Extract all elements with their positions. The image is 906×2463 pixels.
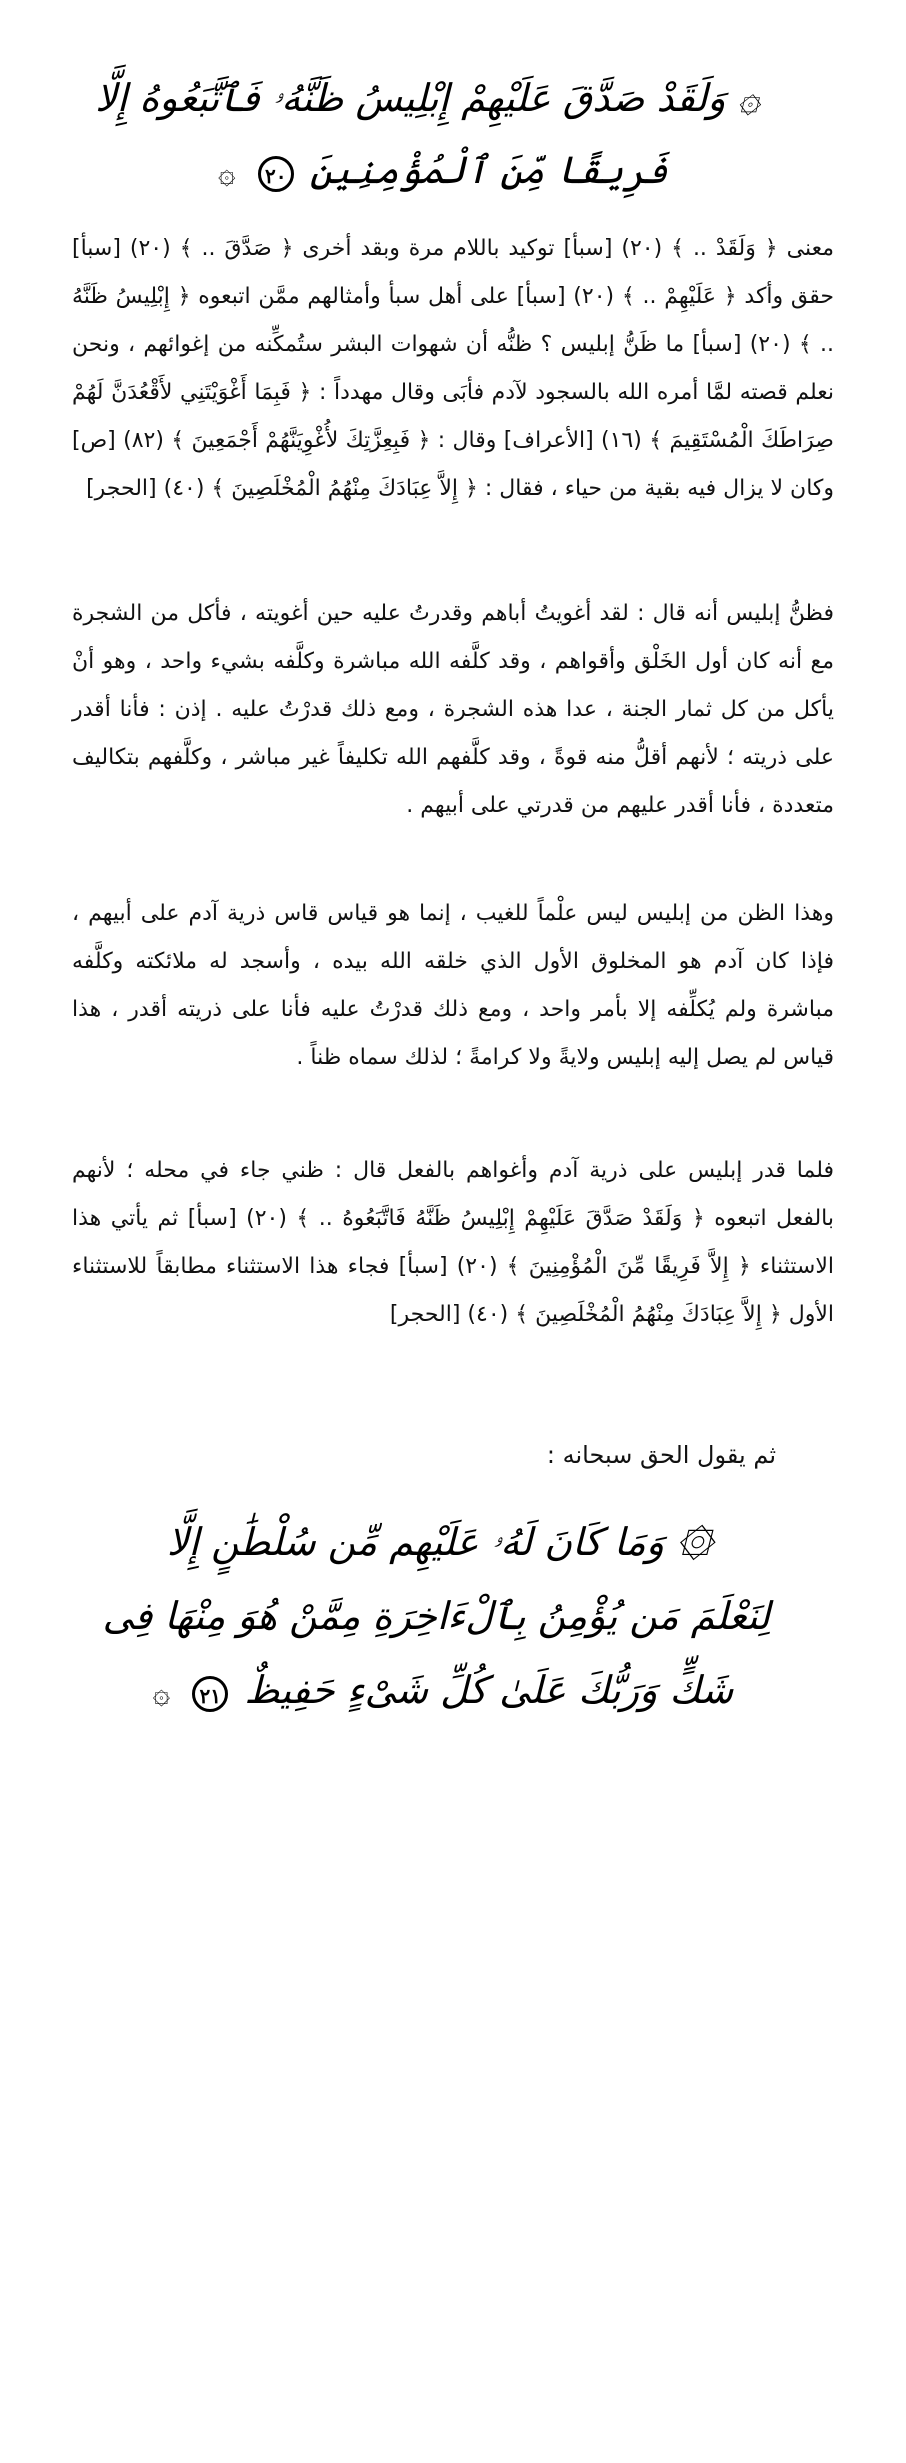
- tafsir-paragraph-1: معنى ﴿ وَلَقَدْ .. ﴾ (٢٠) [سبأ] توكيد باللام مرة وبقد أخرى ﴿ صَدَّقَ .. ﴾ (٢٠) [سبأ] حقق وأكد ﴿ عَلَيْهِمْ .. ﴾ (٢٠) [سبأ] على أهل سبأ وأمثالهم ممَّن اتبعوه ﴿ إِبْلِيسُ ظَنَّهُ .. ﴾ (٢٠) [سبأ] ما ظَنُّ إبليس ؟ ظنُّه أن شهوات البشر ستُمكِّنه من إغوائهم ، ونحن نعلم قصته لمَّا أمره الله بالسجود لآدم فأبَى وقال مهدداً : ﴿ فَبِمَا أَغْوَيْتَنِي لأَقْعُدَنَّ لَهُمْ صِرَاطَكَ الْمُسْتَقِيمَ ﴾ (١٦) [الأعراف] وقال : ﴿ فَبِعِزَّتِكَ لأُغْوِيَنَّهُمْ أَجْمَعِينَ ﴾ (٨٢) [ص] وكان لا يزال فيه بقية من حياء ، فقال : ﴿ إِلاَّ عِبَادَكَ مِنْهُمُ الْمُخْلَصِينَ ﴾ (٤٠) [الحجر]: [72, 236, 835, 501]
- verse-line-2: لِنَعْلَمَ مَن يُؤْمِنُ بِٱلْءَاخِرَةِ مِمَّنْ هُوَ مِنْهَا فِى: [102, 1594, 770, 1638]
- verse-line-3: [110, 1653, 770, 1731]
- verse-line-3-text: شَكٍّ وَرَبُّكَ عَلَىٰ كُلِّ شَىْءٍ حَفِيظٌ: [244, 1668, 734, 1712]
- ayah-number-marker: ٢٠: [258, 156, 294, 192]
- verse-line-2-text: فَرِيقًا مِّنَ ٱلْمُؤْمِنِينَ: [309, 148, 668, 192]
- ayah-number-marker: ٢١: [192, 1676, 228, 1712]
- tafsir-paragraph-3: وهذا الظن من إبليس ليس علْماً للغيب ، إنما هو قياس قاس ذرية آدم على أبيهم ، فإذا كان آدم هو المخلوق الأول الذي خلقه الله بيده ، وأسجد له ملائكته وكلَّفه مباشرة ولم يُكلِّفه إلا بأمر واحد ، ومع ذلك قدرْتُ عليه فأنا على ذريته أقدر ، هذا قياس لم يصل إليه إبليس ولايةً ولا كرامةً ؛ لذلك سماه ظناً .: [72, 901, 834, 1070]
- verse-line-1: ۞ وَلَقَدْ صَدَّقَ عَلَيْهِمْ إِبْلِيسُ ظَنَّهُۥ فَٱتَّبَعُوهُ إِلَّا: [95, 76, 760, 120]
- tafsir-paragraph-2: فظنُّ إبليس أنه قال : لقد أغويتُ أباهم وقدرتُ عليه حين أغويته ، فأكل من الشجرة مع أنه كان أول الخَلْق وأقواهم ، وقد كلَّفه الله مباشرة وكلَّفه بشيء واحد ، وهو أنْ يأكل من كل ثمار الجنة ، عدا هذه الشجرة ، ومع ذلك قدرْتُ عليه . إذن : فأنا أقدر على ذريته ؛ لأنهم أقلُّ منه قوةً ، وقد كلَّفهم الله تكليفاً غير مباشر ، وكلَّفهم بتكاليف متعددة ، فأنا أقدر عليهم من قدرتي على أبيهم .: [72, 601, 834, 818]
- quran-verse-top: [95, 62, 760, 210]
- quran-verse-bottom: [102, 1505, 770, 1731]
- next-verse-intro: ثم يقول الحق سبحانه :: [546, 1441, 776, 1469]
- verse-end-ornament-icon: ۞: [152, 1676, 171, 1711]
- verse-line-2: [120, 134, 760, 210]
- tafsir-paragraph-4: فلما قدر إبليس على ذرية آدم وأغواهم بالفعل قال : ظني جاء في محله ؛ لأنهم بالفعل اتبعوه ﴿ وَلَقَدْ صَدَّقَ عَلَيْهِمْ إِبْلِيسُ ظَنَّهُ فَاتَّبَعُوهُ .. ﴾ (٢٠) [سبأ] ثم يأتي هذا الاستثناء ﴿ إِلاَّ فَرِيقًا مِّنَ الْمُؤْمِنِينَ ﴾ (٢٠) [سبأ] فجاء هذا الاستثناء مطابقاً للاستثناء الأول ﴿ إِلاَّ عِبَادَكَ مِنْهُمُ الْمُخْلَصِينَ ﴾ (٤٠) [الحجر]: [72, 1158, 835, 1327]
- verse-line-1: ۞ وَمَا كَانَ لَهُۥ عَلَيْهِم مِّن سُلْطَٰنٍ إِلَّا: [166, 1520, 714, 1564]
- verse-end-ornament-icon: ۞: [218, 156, 236, 191]
